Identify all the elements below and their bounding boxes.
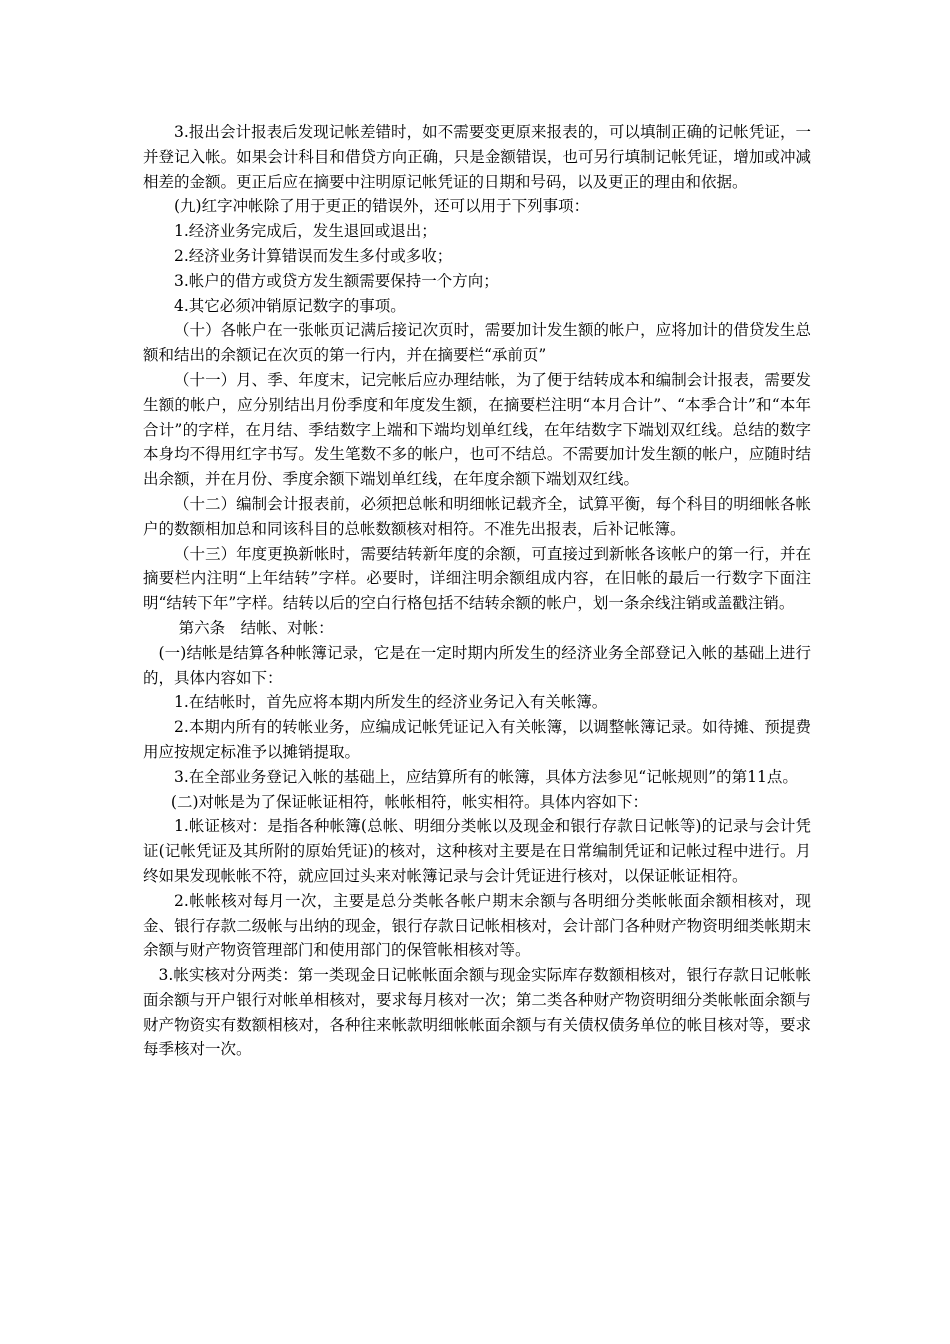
- article-6-heading: 第六条 结帐、对帐：: [178, 618, 334, 637]
- paragraph-section-13: （十三）年度更换新帐时，需要结转新年度的余额，可直接过到新帐各该帐户的第一行，并在摘要栏内注明“上年结转”字样。必要时，详细注明余额组成内容，在旧帐的最后一行数字下面注明“结转下年”字样。结转以后的空白行格包括不结转余额的帐户，划一条余线注销或盖戳注销。: [143, 544, 811, 613]
- paragraph-reconciliation-item-3: 3.帐实核对分两类：第一类现金日记帐帐面余额与现金实际库存数额相核对，银行存款日记帐帐面余额与开户银行对帐单相核对，要求每月核对一次；第二类各种财产物资明细分类帐帐面余额与财产物资实有数额相核对，各种往来帐款明细帐帐面余额与有关债权债务单位的帐目核对等，要求每季核对一次。: [143, 966, 811, 1059]
- paragraph-red-reversal-item-4: 4.其它必须冲销原记数字的事项。: [174, 296, 406, 315]
- paragraph-red-reversal-item-3: 3.帐户的借方或贷方发生额需要保持一个方向；: [174, 271, 499, 290]
- paragraph-section-10: （十）各帐户在一张帐页记满后接记次页时，需要加计发生额的帐户，应将加计的借贷发生总额和结出的余额记在次页的第一行内，并在摘要栏“承前页”: [143, 321, 811, 365]
- document-body: [143, 120, 811, 1062]
- paragraph-section-12: （十二）编制会计报表前，必须把总帐和明细帐记载齐全，试算平衡，每个科目的明细帐各帐户的数额相加总和同该科目的总帐数额核对相符。不准先出报表，后补记帐簿。: [143, 494, 811, 538]
- paragraph-red-reversal-item-1: 1.经济业务完成后，发生退回或退出；: [174, 222, 437, 241]
- paragraph-closing-item-2: 2.本期内所有的转帐业务，应编成记帐凭证记入有关帐簿，以调整帐簿记录。如待摊、预提费用应按规定标准予以摊销提取。: [143, 718, 811, 761]
- paragraph-correction-after-report: 3.报出会计报表后发现记帐差错时，如不需要变更原来报表的，可以填制正确的记帐凭证，一并登记入帐。如果会计科目和借贷方向正确，只是金额错误，也可另行填制记帐凭证，增加或冲减相差的金额。更正后应在摘要中注明原记帐凭证的日期和号码，以及更正的理由和依据。: [143, 123, 811, 191]
- paragraph-section-11: （十一）月、季、年度末，记完帐后应办理结帐，为了便于结转成本和编制会计报表，需要发生额的帐户，应分别结出月份季度和年度发生额，在摘要栏注明“本月合计”、“本季合计”和“本年合计”的字样，在月结、季结数字上端和下端均划单红线，在年结数字下端划双红线。总结的数字本身均不得用红字书写。发生笔数不多的帐户，也可不结总。不需要加计发生额的帐户，应随时结出余额，并在月份、季度余额下端划单红线，在年度余额下端划双红线。: [143, 370, 811, 489]
- paragraph-red-reversal-item-2: 2.经济业务计算错误而发生多付或多收；: [174, 246, 453, 265]
- paragraph-red-reversal-intro: (九)红字冲帐除了用于更正的错误外，还可以用于下列事项：: [174, 197, 590, 216]
- paragraph-reconciliation-item-1: 1.帐证核对：是指各种帐簿(总帐、明细分类帐以及现金和银行存款日记帐等)的记录与会计凭证(记帐凭证及其所附的原始凭证)的核对，这种核对主要是在日常编制凭证和记帐过程中进行。月终如果发现帐帐不符，就应回过头来对帐簿记录与会计凭证进行核对，以保证帐证相符。: [143, 817, 811, 885]
- paragraph-closing-item-1: 1.在结帐时，首先应将本期内所发生的经济业务记入有关帐簿。: [174, 693, 608, 712]
- paragraph-reconciliation: (二)对帐是为了保证帐证相符，帐帐相符，帐实相符。具体内容如下：: [170, 792, 648, 811]
- paragraph-closing-accounts: (一)结帐是结算各种帐簿记录，它是在一定时期内所发生的经济业务全部登记入帐的基础上进行的，具体内容如下：: [143, 643, 811, 687]
- paragraph-reconciliation-item-2: 2.帐帐核对每月一次，主要是总分类帐各帐户期末余额与各明细分类帐帐面余额相核对，现金、银行存款二级帐与出纳的现金，银行存款日记帐相核对，会计部门各种财产物资明细类帐期末余额与财产物资管理部门和使用部门的保管帐相核对等。: [143, 891, 811, 960]
- paragraph-closing-item-3: 3.在全部业务登记入帐的基础上，应结算所有的帐簿，具体方法参见“记帐规则”的第11点。: [174, 767, 798, 786]
